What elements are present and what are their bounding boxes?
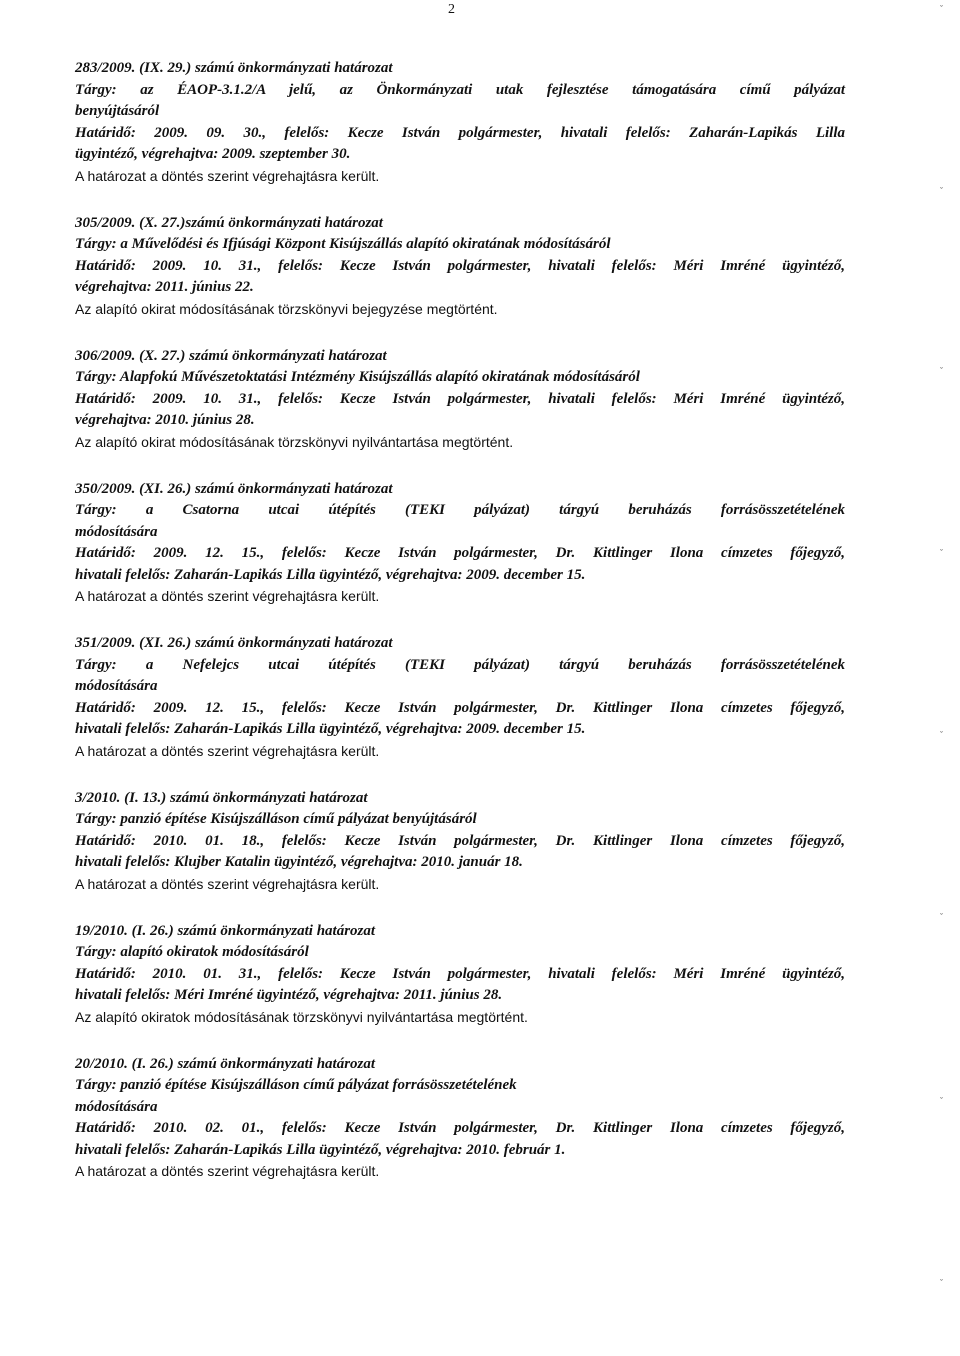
- resolution-subject-cont: módosítására: [75, 678, 158, 694]
- resolution-deadline-cont: hivatali felelős: Zaharán-Lapikás Lilla ügyintéző, végrehajtva: 2009. december 15.: [75, 721, 586, 737]
- resolution-entry: [75, 633, 845, 762]
- resolution-deadline-cont: hivatali felelős: Klujber Katalin ügyintéző, végrehajtva: 2010. január 18.: [75, 854, 523, 870]
- resolution-title: 306/2009. (X. 27.) számú önkormányzati határozat: [75, 347, 387, 364]
- resolution-subject: Tárgy: alapító okiratok módosításáról: [75, 944, 309, 960]
- resolution-deadline: Határidő: 2010. 01. 31., felelős: Kecze István polgármester, hivatali felelős: Méri Imréné ügyintéző,: [75, 965, 845, 982]
- resolution-subject-cont: módosítására: [75, 523, 158, 540]
- resolution-status: A határozat a döntés szerint végrehajtásra került.: [75, 742, 380, 759]
- page-number: 2: [448, 2, 455, 17]
- resolution-status: A határozat a döntés szerint végrehajtásra került.: [75, 588, 380, 604]
- resolution-deadline-cont: végrehajtva: 2010. június 28.: [75, 412, 255, 428]
- resolution-status: Az alapító okirat módosításának törzskönyvi bejegyzése megtörtént.: [75, 300, 498, 317]
- resolution-entry: [75, 213, 845, 320]
- resolution-list: [75, 58, 845, 1208]
- resolution-subject: Tárgy: a Művelődési és Ifjúsági Központ Kisújszállás alapító okiratának módosításáról: [75, 236, 611, 252]
- resolution-status: Az alapító okiratok módosításának törzskönyvi nyilvántartása megtörtént.: [75, 1008, 528, 1025]
- resolution-subject: Tárgy: panzió építése Kisújszálláson című pályázat forrásösszetételének: [75, 1077, 517, 1093]
- resolution-deadline: Határidő: 2009. 10. 31., felelős: Kecze István polgármester, hivatali felelős: Méri Imréné ügyintéző,: [75, 390, 845, 407]
- resolution-title: 305/2009. (X. 27.)számú önkormányzati határozat: [75, 214, 383, 231]
- scan-speck: ˇ: [940, 186, 943, 196]
- resolution-title: 283/2009. (IX. 29.) számú önkormányzati határozat: [75, 60, 393, 76]
- resolution-entry: [75, 346, 845, 453]
- resolution-entry: [75, 788, 845, 895]
- scan-speck: ˇ: [940, 548, 943, 558]
- resolution-status: A határozat a döntés szerint végrehajtásra került.: [75, 875, 380, 892]
- resolution-status: A határozat a döntés szerint végrehajtásra került.: [75, 167, 380, 184]
- resolution-entry: [75, 1054, 845, 1183]
- resolution-entry: [75, 479, 845, 608]
- scan-speck: ˇ: [940, 366, 943, 376]
- resolution-deadline-cont: hivatali felelős: Méri Imréné ügyintéző, végrehajtva: 2011. június 28.: [75, 987, 503, 1003]
- scan-speck: ˇ: [940, 1278, 943, 1288]
- resolution-subject-cont: benyújtásáról: [75, 103, 160, 119]
- scan-speck: ˇ: [940, 912, 943, 922]
- resolution-title: 351/2009. (XI. 26.) számú önkormányzati határozat: [75, 635, 393, 651]
- resolution-subject: Tárgy: panzió építése Kisújszálláson című pályázat benyújtásáról: [75, 811, 477, 827]
- resolution-subject: Tárgy: az ÉAOP-3.1.2/A jelű, az Önkormányzati utak fejlesztése támogatására című pályázat: [75, 81, 845, 98]
- resolution-deadline-cont: ügyintéző, végrehajtva: 2009. szeptember 30.: [75, 146, 351, 162]
- scan-speck: ˇ: [940, 730, 943, 740]
- resolution-title: 350/2009. (XI. 26.) számú önkormányzati határozat: [75, 480, 393, 497]
- resolution-title: 3/2010. (I. 13.) számú önkormányzati határozat: [75, 789, 368, 806]
- resolution-subject: Tárgy: Alapfokú Művészetoktatási Intézmény Kisújszállás alapító okiratának módosításáról: [75, 369, 640, 385]
- scan-speck: ˇ: [940, 1096, 943, 1106]
- resolution-deadline: Határidő: 2010. 01. 18., felelős: Kecze István polgármester, Dr. Kittlinger Ilona címzetes főjegyző,: [75, 832, 845, 849]
- resolution-deadline-cont: hivatali felelős: Zaharán-Lapikás Lilla ügyintéző, végrehajtva: 2009. december 15.: [75, 566, 586, 583]
- resolution-entry: [75, 921, 845, 1028]
- resolution-deadline-cont: hivatali felelős: Zaharán-Lapikás Lilla ügyintéző, végrehajtva: 2010. február 1.: [75, 1141, 566, 1158]
- resolution-entry: [75, 58, 845, 187]
- resolution-status: A határozat a döntés szerint végrehajtásra került.: [75, 1163, 380, 1179]
- resolution-deadline: Határidő: 2010. 02. 01., felelős: Kecze István polgármester, Dr. Kittlinger Ilona címzetes főjegyző,: [75, 1120, 845, 1136]
- resolution-deadline: Határidő: 2009. 10. 31., felelős: Kecze István polgármester, hivatali felelős: Méri Imréné ügyintéző,: [75, 257, 845, 274]
- resolution-deadline: Határidő: 2009. 12. 15., felelős: Kecze István polgármester, Dr. Kittlinger Ilona címzetes főjegyző,: [75, 699, 845, 716]
- resolution-title: 20/2010. (I. 26.) számú önkormányzati határozat: [75, 1055, 376, 1072]
- resolution-status: Az alapító okirat módosításának törzskönyvi nyilvántartása megtörtént.: [75, 433, 514, 450]
- resolution-subject: Tárgy: a Csatorna utcai útépítés (TEKI pályázat) tárgyú beruházás forrásösszetételének: [75, 502, 845, 518]
- resolution-title: 19/2010. (I. 26.) számú önkormányzati határozat: [75, 922, 376, 939]
- resolution-deadline: Határidő: 2009. 12. 15., felelős: Kecze István polgármester, Dr. Kittlinger Ilona címzetes főjegyző,: [75, 545, 845, 561]
- resolution-subject-cont: módosítására: [75, 1098, 158, 1115]
- resolution-deadline-cont: végrehajtva: 2011. június 22.: [75, 279, 254, 295]
- scan-speck: ˇ: [940, 4, 943, 14]
- resolution-subject: Tárgy: a Nefelejcs utcai útépítés (TEKI pályázat) tárgyú beruházás forrásösszetételének: [75, 656, 845, 673]
- resolution-deadline: Határidő: 2009. 09. 30., felelős: Kecze István polgármester, hivatali felelős: Zaharán-Lapikás Lilla: [75, 124, 845, 141]
